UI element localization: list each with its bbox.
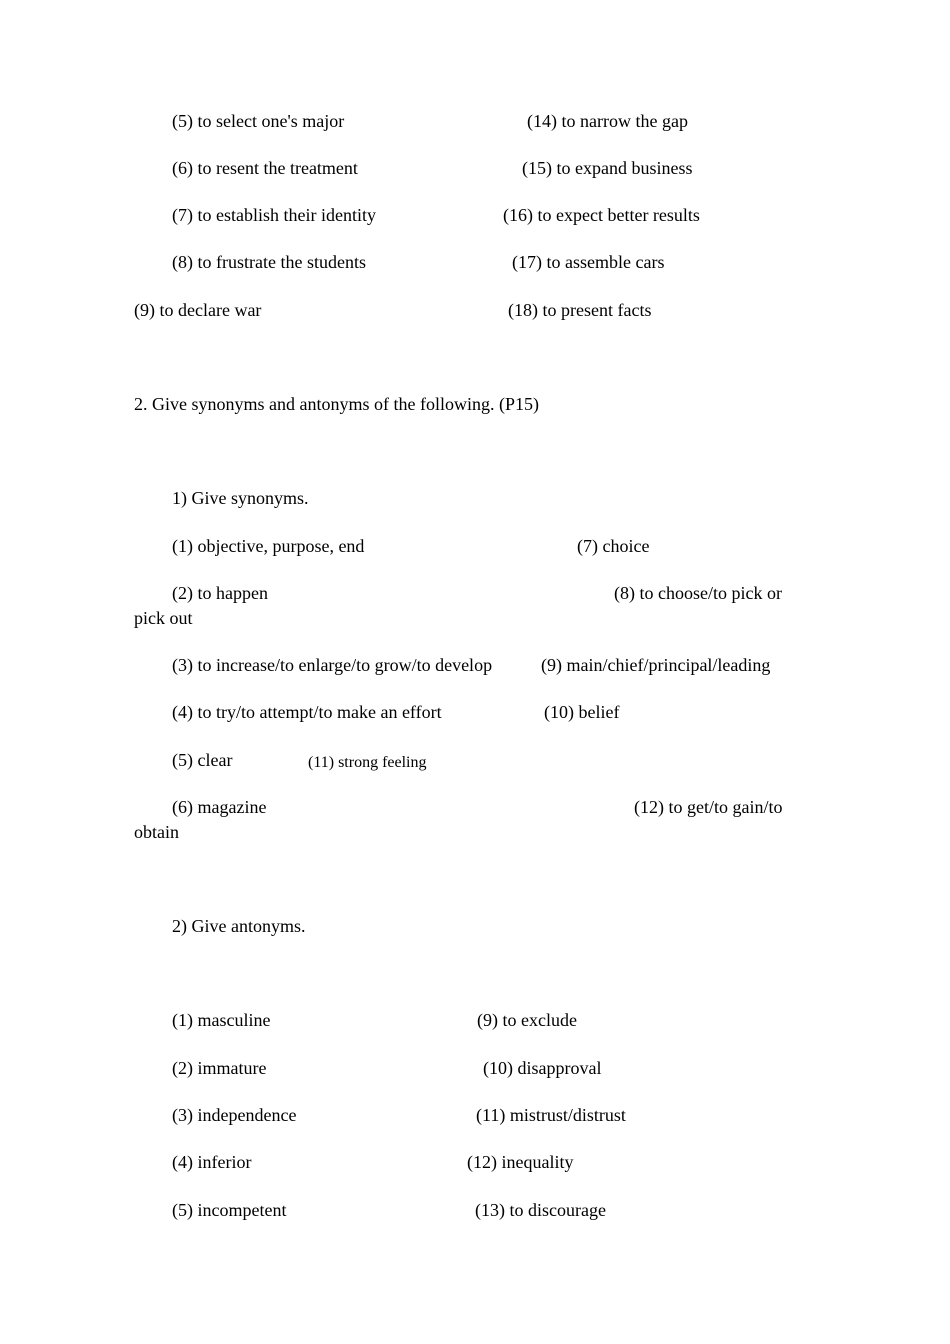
list-item: (8) to frustrate the students bbox=[172, 252, 366, 272]
list-item: (4) inferior bbox=[172, 1152, 252, 1172]
list-item: (8) to choose/to pick or bbox=[614, 583, 782, 603]
list-item: (4) to try/to attempt/to make an effort bbox=[172, 702, 442, 722]
list-item: (14) to narrow the gap bbox=[527, 111, 688, 131]
section-heading: 2. Give synonyms and antonyms of the following. (P15) bbox=[134, 394, 539, 414]
list-item: (18) to present facts bbox=[508, 300, 652, 320]
list-item: (11) strong feeling bbox=[308, 754, 427, 771]
list-item: (10) belief bbox=[544, 702, 620, 722]
list-item: (1) masculine bbox=[172, 1010, 271, 1030]
list-item: (12) inequality bbox=[467, 1152, 574, 1172]
antonyms-title: 2) Give antonyms. bbox=[172, 916, 306, 936]
list-item: (2) immature bbox=[172, 1058, 267, 1078]
list-item: (9) main/chief/principal/leading bbox=[541, 655, 771, 675]
list-item: (17) to assemble cars bbox=[512, 252, 665, 272]
list-item: (13) to discourage bbox=[475, 1200, 606, 1220]
synonyms-title: 1) Give synonyms. bbox=[172, 488, 309, 508]
list-item: (5) clear bbox=[172, 750, 233, 770]
list-item: (10) disapproval bbox=[483, 1058, 602, 1078]
list-item: (2) to happen bbox=[172, 583, 268, 603]
list-item: (3) to increase/to enlarge/to grow/to develop bbox=[172, 655, 493, 675]
list-item: (6) to resent the treatment bbox=[172, 158, 358, 178]
list-item: (7) choice bbox=[577, 536, 650, 556]
list-item: (5) incompetent bbox=[172, 1200, 287, 1220]
list-item-wrap: pick out bbox=[134, 608, 193, 628]
list-item: (15) to expand business bbox=[522, 158, 693, 178]
list-item: (11) mistrust/distrust bbox=[476, 1105, 626, 1125]
list-item: (1) objective, purpose, end bbox=[172, 536, 365, 556]
list-item: (3) independence bbox=[172, 1105, 297, 1125]
list-item: (12) to get/to gain/to bbox=[634, 797, 783, 817]
list-item: (9) to exclude bbox=[477, 1010, 577, 1030]
list-item: (5) to select one's major bbox=[172, 111, 345, 131]
list-item: (7) to establish their identity bbox=[172, 205, 376, 225]
list-item: (6) magazine bbox=[172, 797, 267, 817]
list-item-wrap: obtain bbox=[134, 822, 179, 842]
list-item: (9) to declare war bbox=[134, 300, 262, 320]
list-item: (16) to expect better results bbox=[503, 205, 700, 225]
